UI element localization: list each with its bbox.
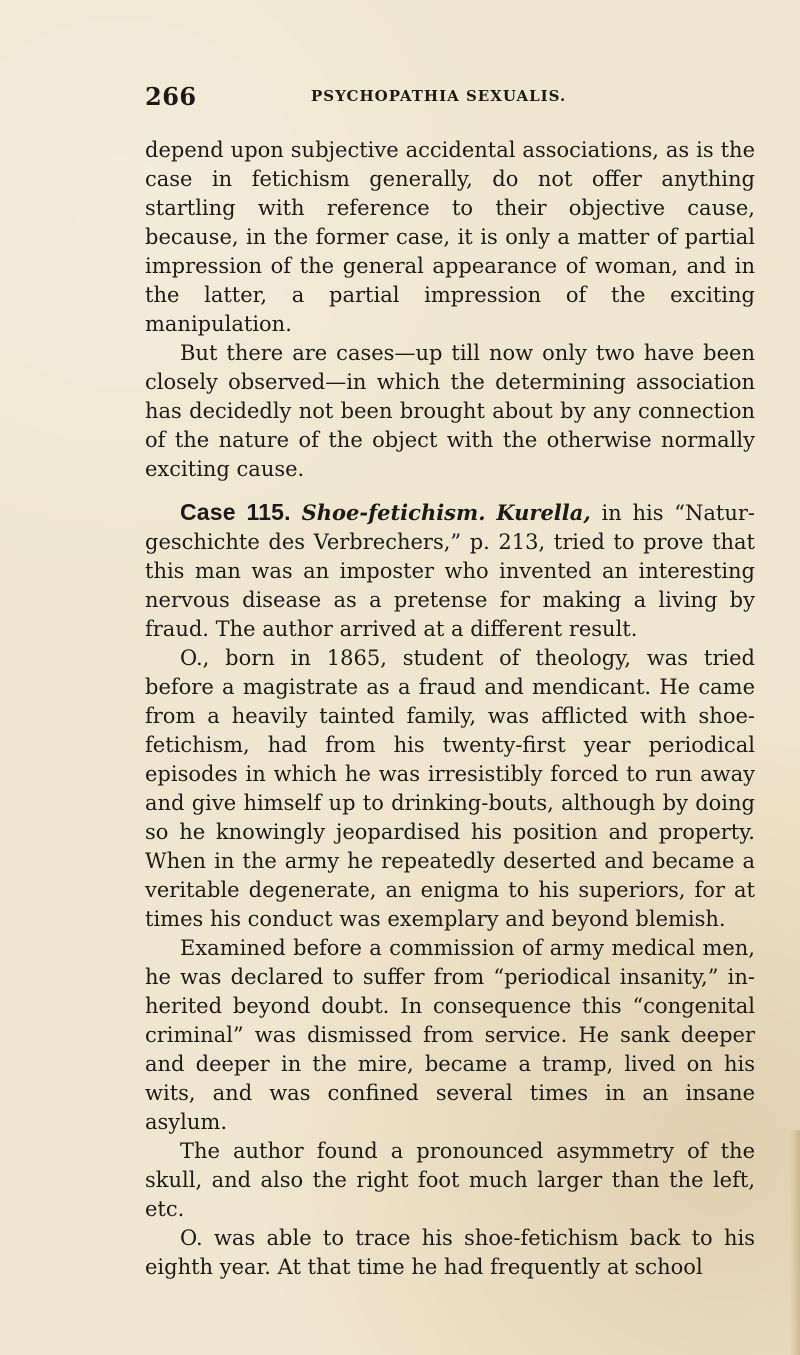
cases-paragraph: But there are cases—up till now only two have been closely observed—in which the determining association has decidedly not been brought about by any connection of the nature of the object with the otherwise normally exciting cause.	[145, 341, 755, 481]
trace-paragraph: O. was able to trace his shoe-fetichism back to his eighth year. At that time he had frequently at school	[145, 1226, 755, 1279]
author-found-paragraph: The author found a pronounced asymmetry of the skull, and also the right foot much larger than the left, etc.	[145, 1139, 755, 1221]
author-name: Kurella,	[496, 500, 591, 525]
main-text	[145, 136, 755, 1282]
o-born-paragraph: O., born in 1865, student of theology, was tried before a magistrate as a fraud and mendicant. He came from a heavily tainted family, was afflicted with shoe-fetichism, had from his twenty-first year periodical episodes in which he was irresistibly forced to run away and give himself up to drinking-bouts, although by doing so he knowingly jeopardised his position and property. When in the army he repeatedly deserted and became a veritable degenerate, an enigma to his superiors, for at times his conduct was exemplary and beyond blemish.	[145, 646, 755, 931]
intro-paragraph: depend upon subjective accidental associations, as is the case in fetichism generally, do not offer anything startling with reference to their objective cause, because, in the former case, it is only a matter of partial impression of the general appearance of woman, and in the latter, a partial impression of the exciting manipulation.	[145, 138, 755, 336]
examined-paragraph: Examined before a commission of army medical men, he was declared to suffer from “periodical insanity,” in-herited beyond doubt. In consequence this “congenital criminal” was dismissed from service. He sank deeper and deeper in the mire, became a tramp, lived on his wits, and was confined several times in an insane asylum.	[145, 936, 755, 1134]
case-heading: Case 115.	[180, 499, 291, 525]
case-title: Shoe-fetichism.	[301, 500, 486, 525]
page-edge-stain	[790, 1130, 800, 1355]
running-head: PSYCHOPATHIA SEXUALIS.	[311, 87, 567, 105]
page-number: 266	[145, 82, 197, 111]
case-115-text: in his “Natur-geschichte des Verbrechers,” p. 213, tried to prove that this man was an imposter who invented an interesting nervous disease as a pretense for making a living by fraud. The author arrived at a different result.	[145, 501, 755, 641]
page-header	[145, 82, 751, 114]
case-115-paragraph	[145, 498, 755, 644]
